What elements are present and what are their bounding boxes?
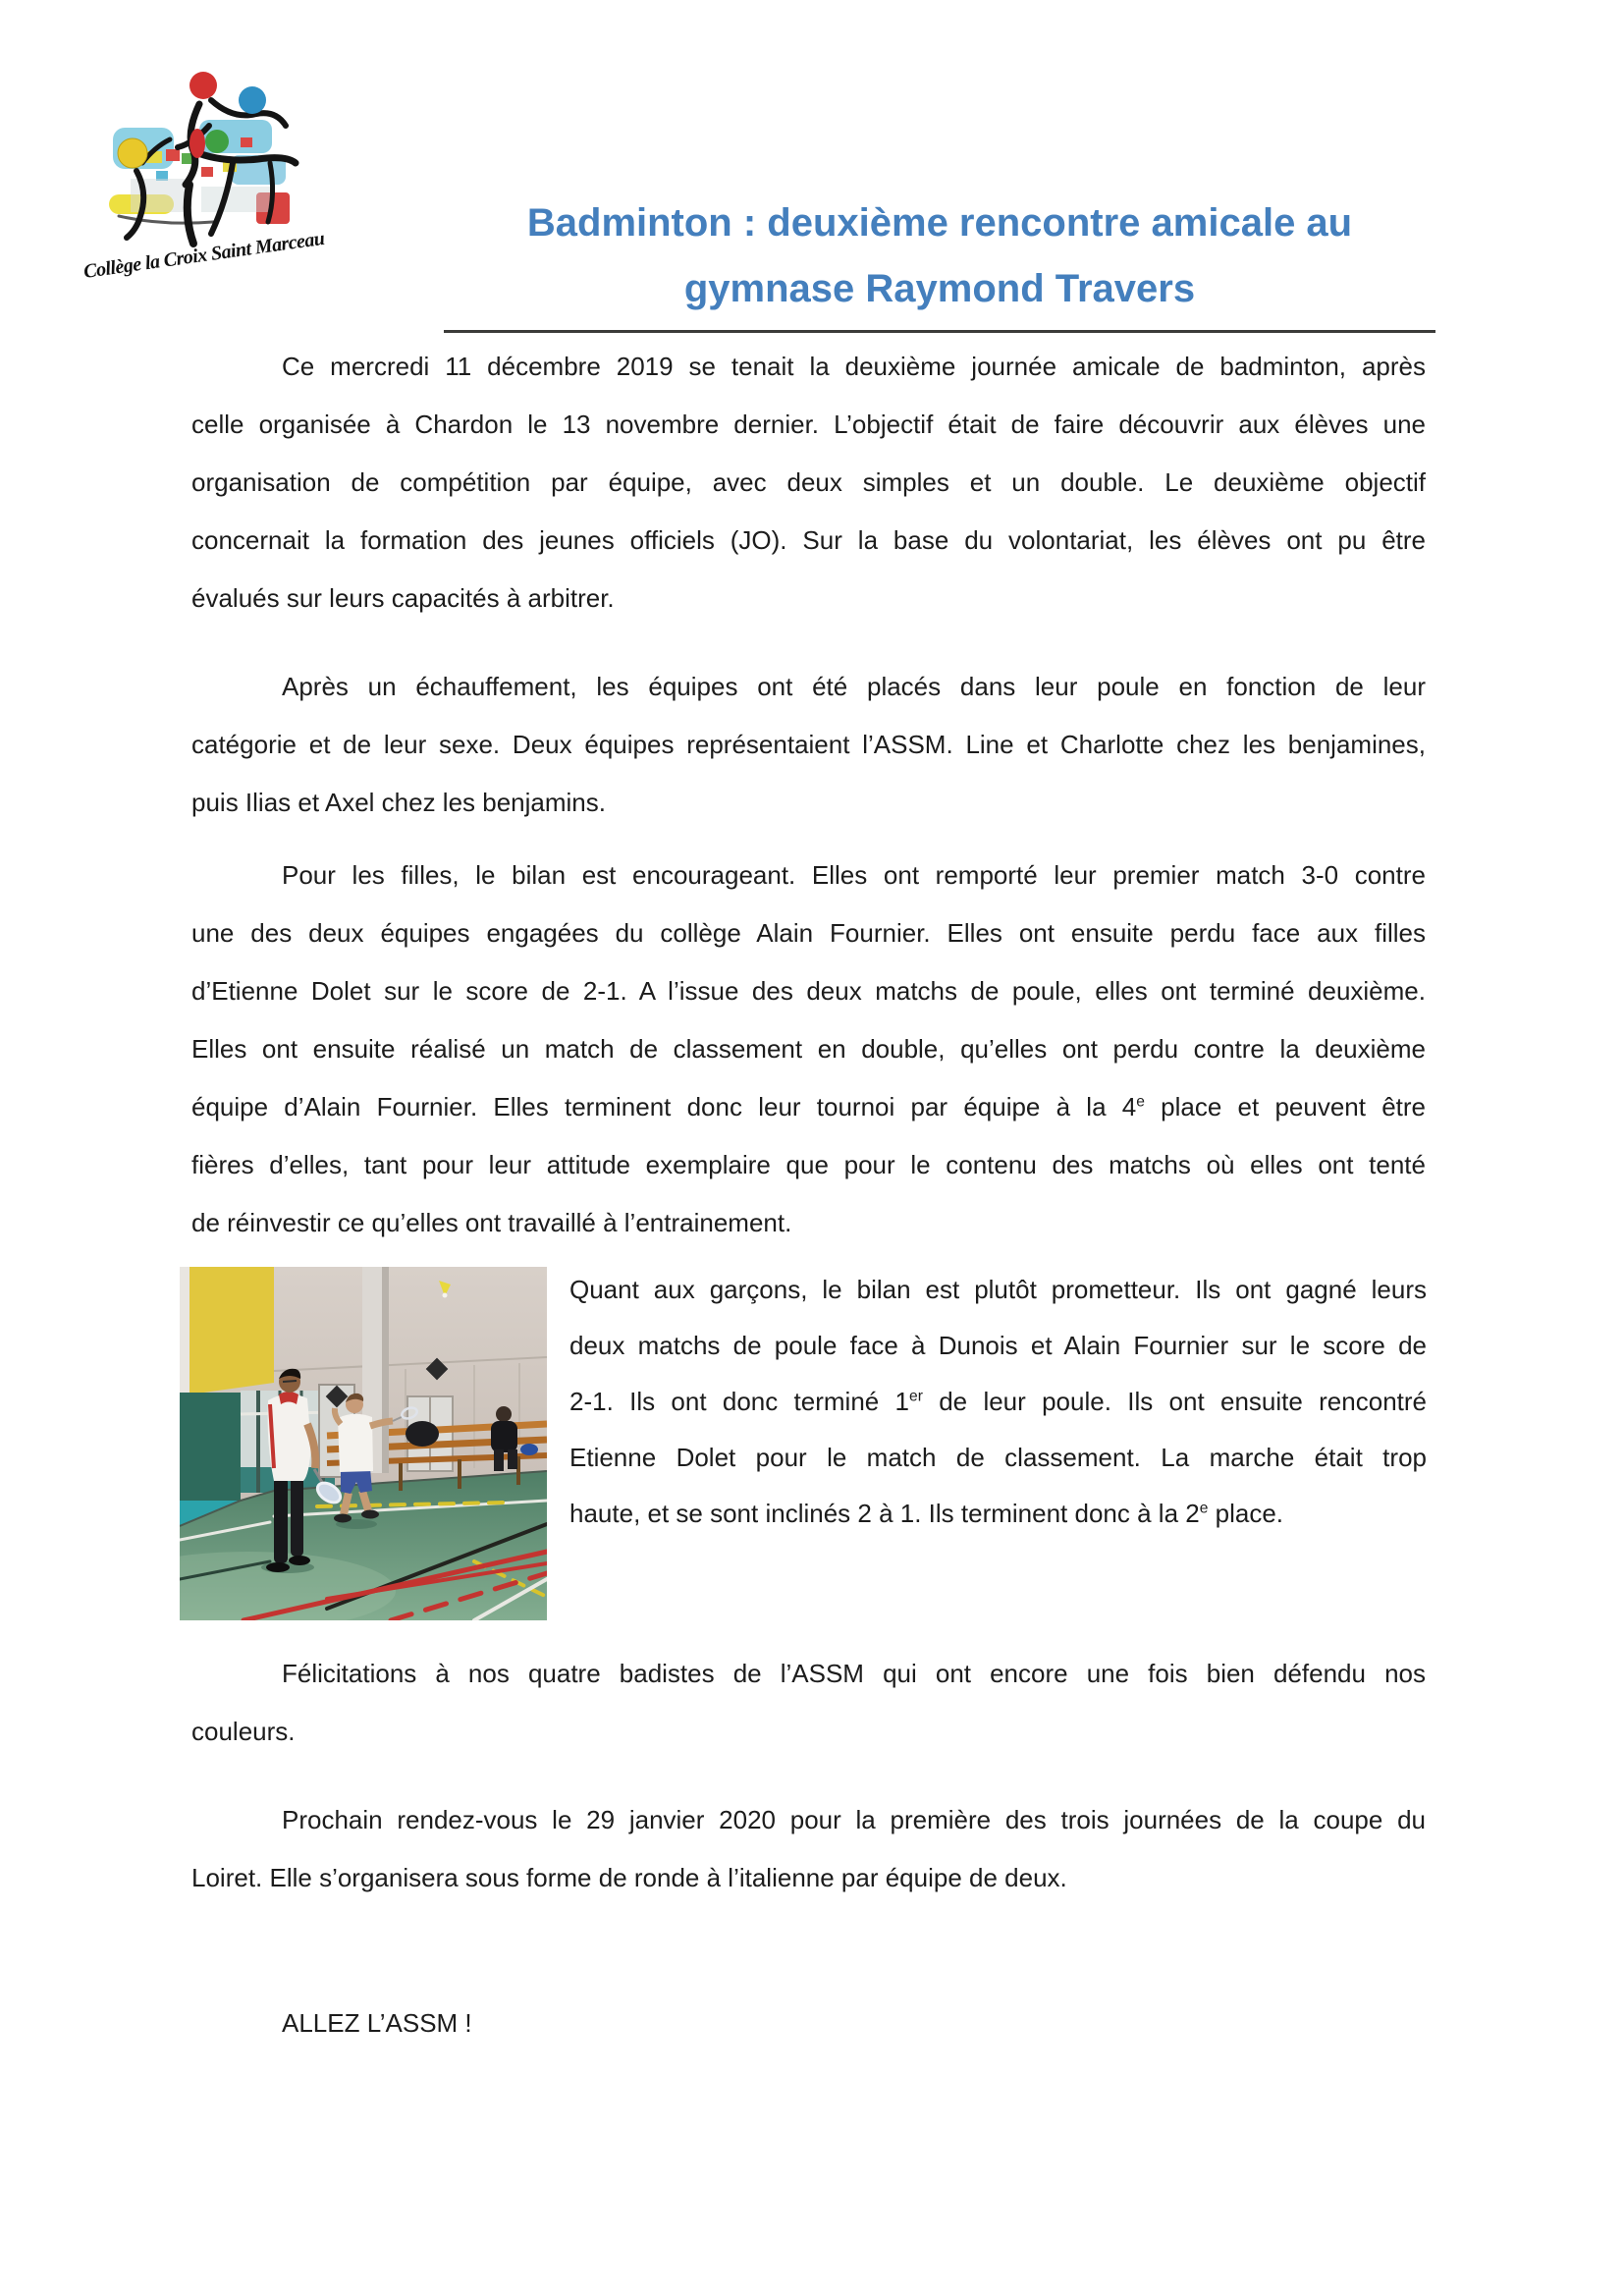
text-line: Etienne Dolet pour le match de classement. La marche était trop bbox=[569, 1443, 1427, 1472]
yellow-wall bbox=[189, 1267, 274, 1394]
text-line: Pour les filles, le bilan est encourageant. Elles ont remporté leur premier match 3-0 contre bbox=[282, 860, 1426, 890]
text-line: d’Etienne Dolet sur le score de 2-1. A l’issue des deux matchs de poule, elles ont terminé deuxième. bbox=[191, 976, 1426, 1006]
text-line: équipe d’Alain Fournier. Elles terminent donc leur tournoi par équipe à la 4e place et peuvent être bbox=[191, 1092, 1426, 1121]
text-line: Félicitations à nos quatre badistes de l’ASSM qui ont encore une fois bien défendu nos bbox=[282, 1659, 1426, 1688]
text-line: puis Ilias et Axel chez les benjamins. bbox=[191, 788, 606, 817]
text-line: 2-1. Ils ont donc terminé 1er de leur poule. Ils ont ensuite rencontré bbox=[569, 1387, 1427, 1416]
sports-bag bbox=[406, 1421, 439, 1447]
school-name: Collège la Croix Saint Marceau bbox=[81, 227, 326, 284]
text-line: couleurs. bbox=[191, 1717, 296, 1746]
paragraph bbox=[191, 847, 1426, 1252]
text-line: évalués sur leurs capacités à arbitrer. bbox=[191, 583, 615, 613]
text-line: fières d’elles, tant pour leur attitude exemplaire que pour le contenu des matchs où elles ont tenté bbox=[191, 1150, 1426, 1179]
gym-photo bbox=[180, 1267, 547, 1620]
paragraph bbox=[569, 1262, 1427, 1542]
text-line: Quant aux garçons, le bilan est plutôt prometteur. Ils ont gagné leurs bbox=[569, 1275, 1427, 1304]
text-line: une des deux équipes engagées du collège Alain Fournier. Elles ont ensuite perdu face aux filles bbox=[191, 918, 1426, 948]
text-line: celle organisée à Chardon le 13 novembre dernier. L’objectif était de faire découvrir aux élèves une bbox=[191, 410, 1426, 439]
teal-band bbox=[180, 1393, 241, 1501]
text-line: concernait la formation des jeunes officiels (JO). Sur la base du volontariat, les élèves ont pu être bbox=[191, 525, 1426, 555]
text-line: catégorie et de leur sexe. Deux équipes représentaient l’ASSM. Line et Charlotte chez les benjamines, bbox=[191, 730, 1426, 759]
school-logo bbox=[81, 69, 326, 332]
text-line: Après un échauffement, les équipes ont été placés dans leur poule en fonction de leur bbox=[282, 672, 1426, 701]
paragraph bbox=[191, 1645, 1426, 1761]
article-title bbox=[444, 191, 1435, 322]
title-rule bbox=[444, 330, 1435, 333]
title-line-1: Badminton : deuxième rencontre amicale au bbox=[526, 201, 1353, 245]
text-line: haute, et se sont inclinés 2 à 1. Ils terminent donc à la 2e place. bbox=[569, 1499, 1284, 1528]
text-line: Ce mercredi 11 décembre 2019 se tenait la deuxième journée amicale de badminton, après bbox=[282, 352, 1426, 381]
paragraph bbox=[191, 1791, 1426, 1907]
paragraph bbox=[191, 658, 1426, 832]
text-line: organisation de compétition par équipe, avec deux simples et un double. Le deuxième objectif bbox=[191, 467, 1426, 497]
paragraph bbox=[191, 338, 1426, 628]
text-line: deux matchs de poule face à Dunois et Alain Fournier sur le score de bbox=[569, 1331, 1427, 1360]
text-line: Elles ont ensuite réalisé un match de classement en double, qu’elles ont perdu contre la deuxième bbox=[191, 1034, 1426, 1064]
text-line: Prochain rendez-vous le 29 janvier 2020 pour la première des trois journées de la coupe du bbox=[282, 1805, 1426, 1834]
closing-line: ALLEZ L’ASSM ! bbox=[282, 2008, 472, 2038]
title-line-2: gymnase Raymond Travers bbox=[683, 267, 1196, 310]
text-line: Loiret. Elle s’organisera sous forme de ronde à l’italienne par équipe de deux. bbox=[191, 1863, 1067, 1892]
water-bottle bbox=[520, 1444, 538, 1455]
text-line: de réinvestir ce qu’elles ont travaillé à l’entrainement. bbox=[191, 1208, 792, 1237]
